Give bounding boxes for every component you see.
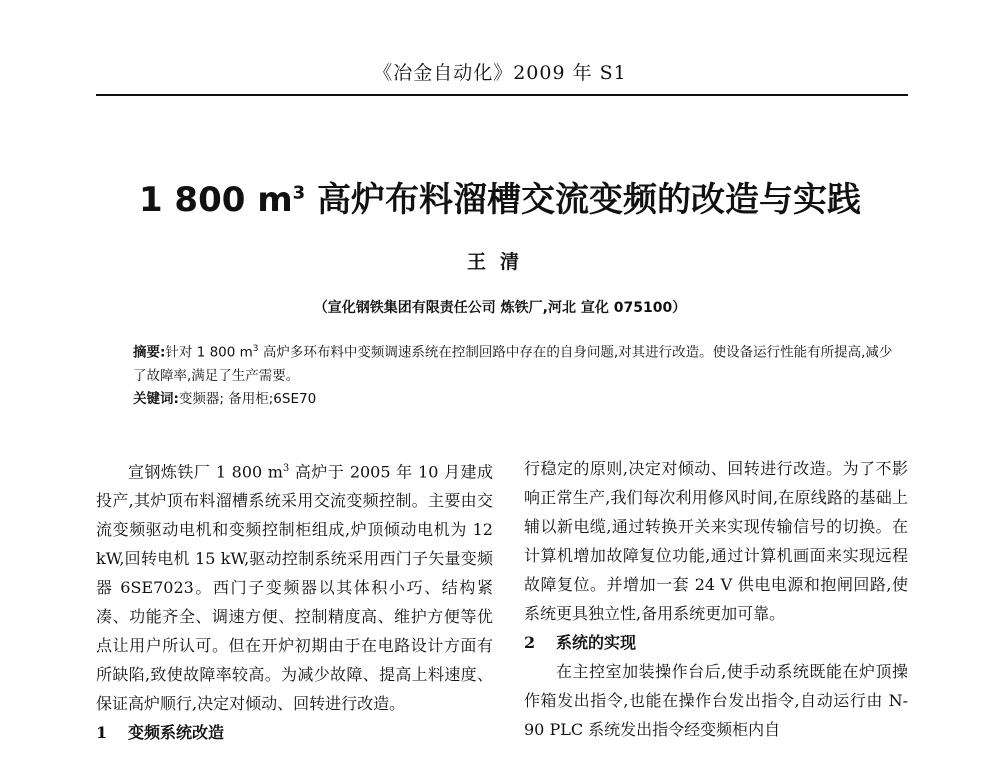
left-p1-b: 高炉于 2005 年 10 月建成投产,其炉顶布料溜槽系统采用交流变频控制。主要由交流变频驱动电机和变频控制柜组成,炉顶倾动电机为 12 kW,回转电机 15 kW,驱动控制系统采用西门子矢量变频器 6SE7023。西门子变频器以其体积小巧、结构紧凑、功能齐全、调速方便、控制精度高、维护方便等优点让用户所认可。但在开炉初期由于在电路设计方面有所缺陷,致使故障率较高。为减少故障、提高上料速度、保证高炉顺行,决定对倾动、回转进行改造。	[96, 462, 493, 714]
abstract-sup: 3	[252, 344, 259, 354]
left-column	[96, 454, 493, 747]
left-p1-a: 宣钢炼铁厂 1 800 m	[128, 462, 283, 482]
title-superscript: 3	[292, 182, 306, 204]
author-name: 王清	[466, 251, 533, 273]
keywords-line	[133, 388, 893, 411]
right-paragraph-2: 在主控室加装操作台后,使手动系统既能在炉顶操作箱发出指令,也能在操作台发出指令,自动运行由 N-90 PLC 系统发出指令经变频柜内自	[524, 662, 908, 739]
right-paragraph-1: 行稳定的原则,决定对倾动、回转进行改造。为了不影响正常生产,我们每次利用修风时间,在原线路的基础上辅以新电缆,通过转换开关来实现传输信号的切换。在计算机增加故障复位功能,通过计算机画面来实现远程故障复位。并增加一套 24 V 供电电源和抱闸回路,使系统更具独立性,备用系统更加可靠。	[524, 459, 908, 623]
section-2-heading	[524, 628, 908, 657]
abstract-text-a: 针对 1 800 m	[165, 344, 253, 361]
left-p1-sup: 3	[282, 463, 290, 474]
abstract-text-b: 高炉多环布料中变频调速系统在控制回路中存在的自身问题,对其进行改造。使设备运行性能有所提高,减少了故障率,满足了生产需要。	[133, 344, 893, 384]
section-2-number: 2	[524, 633, 536, 652]
paper-title	[0, 172, 1000, 221]
left-paragraph-1	[96, 454, 493, 718]
title-main: 高炉布料溜槽交流变频的改造与实践	[305, 180, 862, 220]
keywords-text: 变频器; 备用柜;6SE70	[178, 390, 317, 407]
affiliation: （宣化钢铁集团有限责任公司 炼铁厂,河北 宣化 075100）	[313, 300, 687, 316]
abstract-text	[133, 338, 893, 388]
keywords-label: 关键词:	[133, 390, 179, 407]
section-1-title: 变频系统改造	[128, 723, 225, 743]
title-prefix: 1 800 m	[138, 180, 293, 220]
abstract-block	[133, 338, 893, 411]
section-1-heading	[96, 718, 493, 747]
right-column	[524, 454, 908, 744]
section-1-number: 1	[96, 723, 108, 743]
abstract-label: 摘要:	[133, 344, 166, 361]
journal-header: 《冶金自动化》2009 年 S1	[373, 62, 627, 84]
section-2-title: 系统的实现	[556, 633, 637, 652]
header-rule	[96, 94, 908, 96]
